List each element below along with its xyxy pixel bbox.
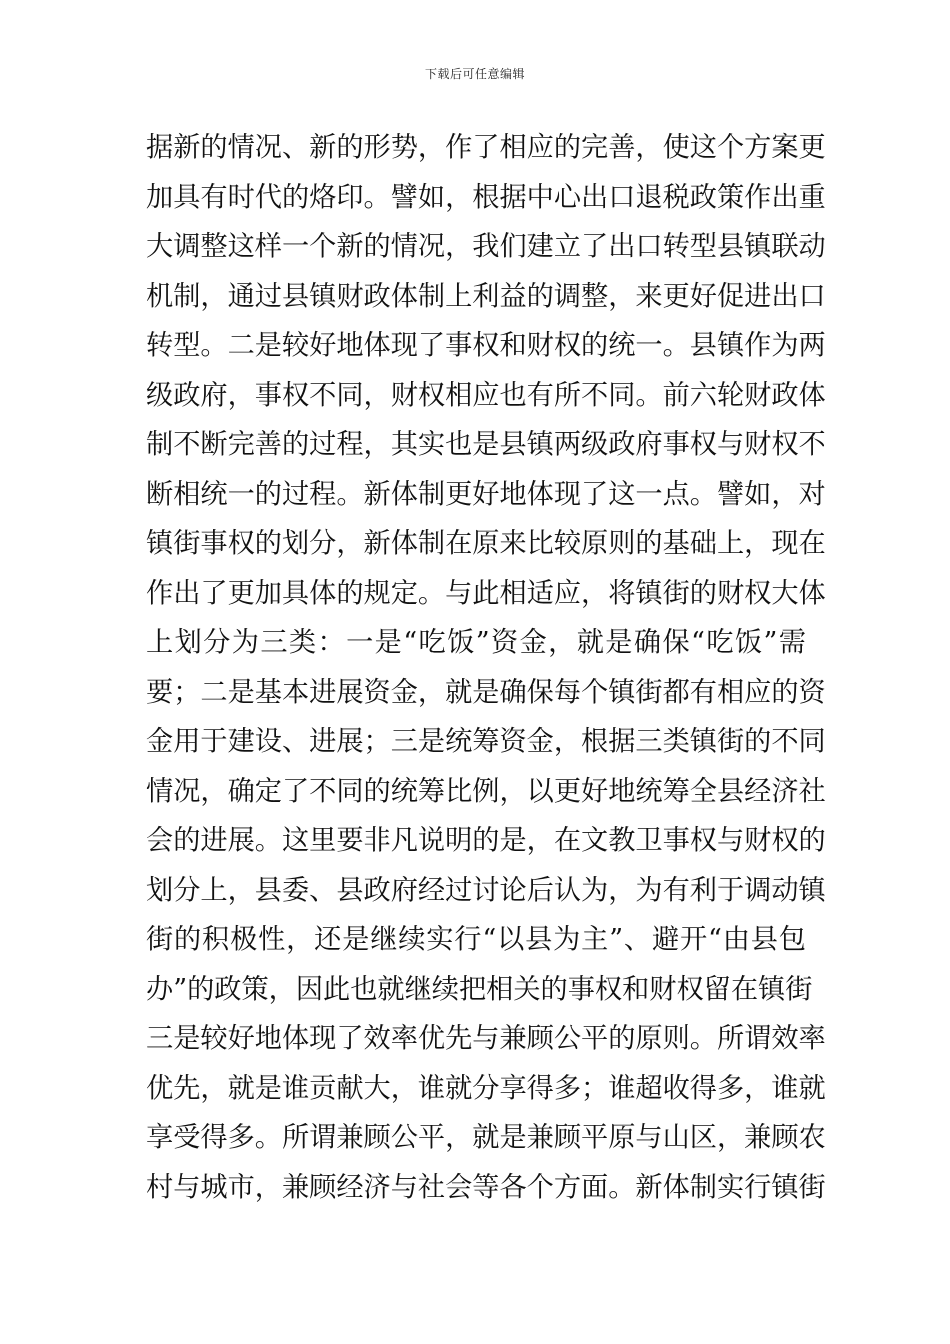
text-line: 三是较好地体现了效率优先与兼顾公平的原则。所谓效率 <box>146 1023 826 1054</box>
text-line: 村与城市，兼顾经济与社会等各个方面。新体制实行镇街 <box>146 1171 826 1203</box>
text-line: 情况，确定了不同的统筹比例，以更好地统筹全县经济社 <box>146 775 826 807</box>
text-line: 上划分为三类：一是“吃饭”资金，就是确保“吃饭”需 <box>146 627 806 658</box>
text-line: 制不断完善的过程，其实也是县镇两级政府事权与财权不 <box>146 429 826 460</box>
text-line: 断相统一的过程。新体制更好地体现了这一点。譬如，对 <box>146 478 826 510</box>
page-header: 下载后可任意编辑 <box>424 67 525 81</box>
text-line: 级政府，事权不同，财权相应也有所不同。前六轮财政体 <box>146 379 826 411</box>
text-line: 优先，就是谁贡献大，谁就分享得多；谁超收得多，谁就 <box>146 1072 826 1104</box>
text-line: 街的积极性，还是继续实行“以县为主”、避开“由县包 <box>146 924 806 955</box>
text-line: 作出了更加具体的规定。与此相适应，将镇街的财权大体 <box>146 577 826 609</box>
text-line: 机制，通过县镇财政体制上利益的调整，来更好促进出口 <box>146 280 826 312</box>
text-line: 据新的情况、新的形势，作了相应的完善，使这个方案更 <box>146 132 826 163</box>
text-line: 金用于建设、进展；三是统筹资金，根据三类镇街的不同 <box>146 726 826 757</box>
text-line: 享受得多。所谓兼顾公平，就是兼顾平原与山区，兼顾农 <box>146 1122 826 1153</box>
text-line: 会的进展。这里要非凡说明的是，在文教卫事权与财权的 <box>146 825 826 856</box>
text-line: 加具有时代的烙印。譬如，根据中心出口退税政策作出重 <box>146 181 826 213</box>
text-line: 办”的政策，因此也就继续把相关的事权和财权留在镇街 <box>146 973 813 1005</box>
text-line: 镇街事权的划分，新体制在原来比较原则的基础上，现在 <box>146 528 826 559</box>
text-line: 大调整这样一个新的情况，我们建立了出口转型县镇联动 <box>146 231 826 262</box>
text-line: 转型。二是较好地体现了事权和财权的统一。县镇作为两 <box>146 330 826 361</box>
text-line: 划分上，县委、县政府经过讨论后认为，为有利于调动镇 <box>146 874 826 906</box>
text-line: 要；二是基本进展资金，就是确保每个镇街都有相应的资 <box>146 676 826 708</box>
